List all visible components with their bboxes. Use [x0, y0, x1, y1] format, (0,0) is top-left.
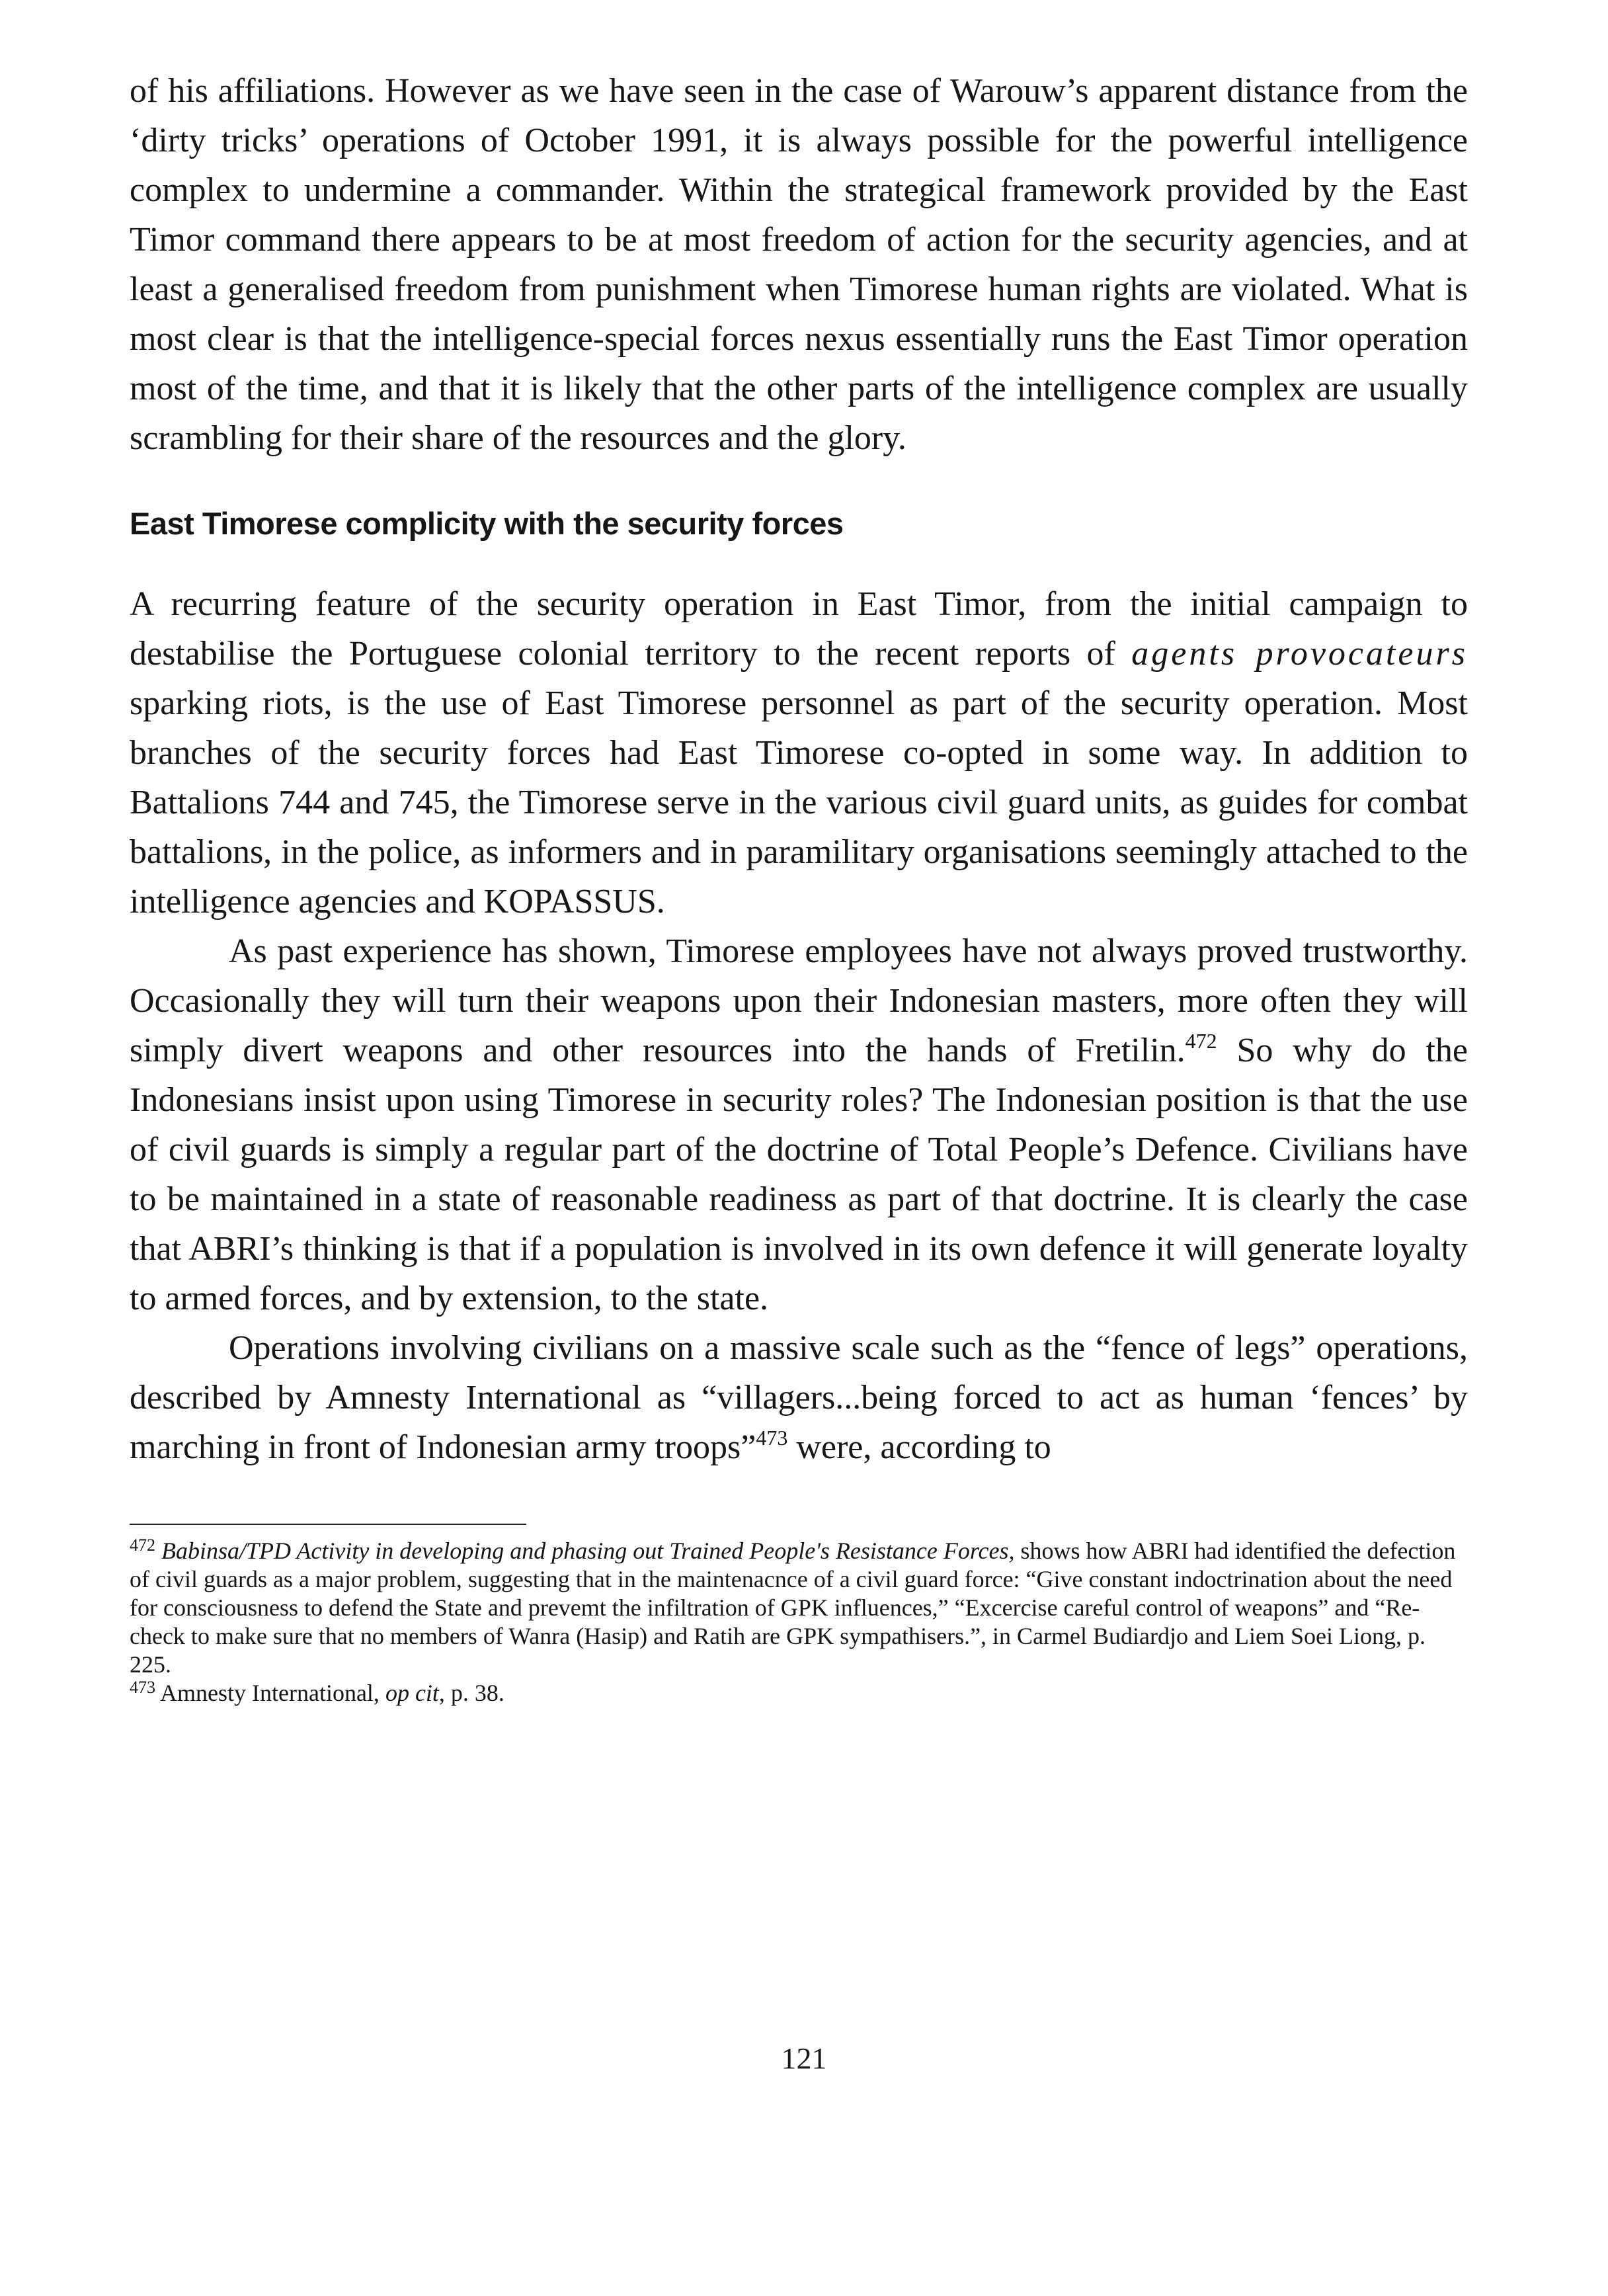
section-heading: East Timorese complicity with the security forces	[130, 506, 844, 541]
paragraph-text: sparking riots, is the use of East Timorese personnel as part of the security operation. Most branches of the security forces had East Timorese co-opted in some way. In addition to Battalions 744 and 745, the Timorese serve in the various civil guard units, as guides for combat battalions, in the police, as informers and in paramilitary organisations seemingly attached to the intelligence agencies and KOPASSUS.	[130, 684, 1468, 921]
paragraph-intelligence-complex: of his affiliations. However as we have seen in the case of Warouw’s apparent distance from the ‘dirty tricks’ operations of October 1991, it is always possible for the powerful intelligence complex to undermine a commander. Within the strategical framework provided by the East Timor command there appears to be at most freedom of action for the security agencies, and at least a generalised freedom from punishment when Timorese human rights are violated. What is most clear is that the intelligence-special forces nexus essentially runs the East Timor operation most of the time, and that it is likely that the other parts of the intelligence complex are usually scrambling for their share of the resources and the glory.	[130, 72, 1468, 457]
footnote-text: , p. 38.	[438, 1680, 504, 1706]
footnote-source-title: Babinsa/TPD Activity in developing and phasing out Trained People's Resistance Forces,	[161, 1538, 1015, 1564]
footnote-ref-473[interactable]: 473	[756, 1426, 788, 1450]
paragraph-text: Operations involving civilians on a massive scale such as the “fence of legs” operations, described by Amnesty International as “villagers...being forced to act as human ‘fences’ by marching in front of Indonesian army troops”	[130, 1329, 1468, 1466]
paragraph-text: So why do the Indonesians insist upon using Timorese in security roles? The Indonesian position is that the use of civil guards is simply a regular part of the doctrine of Total People’s Defence. Civilians have to be maintained in a state of reasonable readiness as part of that doctrine. It is clearly the case that ABRI’s thinking is that if a population is involved in its own defence it will generate loyalty to armed forces, and by extension, to the state.	[130, 1032, 1468, 1317]
footnote-ref-472[interactable]: 472	[1185, 1029, 1217, 1053]
paragraph-text: were, according to	[787, 1428, 1051, 1466]
paragraph-recurring-feature	[130, 579, 1468, 926]
footnote-divider	[130, 1524, 526, 1525]
paragraph-text: As past experience has shown, Timorese employees have not always proved trustworthy. Occasionally they will turn their weapons upon their Indonesian masters, more often they will simply divert weapons and other resources into the hands of Fretilin.	[130, 932, 1468, 1069]
footnote-op-cit: op cit	[385, 1680, 439, 1706]
emphasis-agents-provocateurs: agents provocateurs	[1131, 635, 1468, 673]
paragraph-operations-civilians	[130, 1323, 1468, 1472]
paragraph-text: A recurring feature of the security operation in East Timor, from the initial campaign to destabilise the Portuguese colonial territory to the recent reports of	[130, 585, 1468, 673]
footnote-473	[130, 1679, 1468, 1707]
footnote-text: Amnesty International,	[155, 1680, 385, 1706]
page-number: 121	[781, 2041, 827, 2075]
footnote-number: 472	[130, 1536, 155, 1555]
footnote-number: 473	[130, 1678, 155, 1697]
footnote-text: shows how ABRI had identified the defection of civil guards as a major problem, suggesting that in the maintenacnce of a civil guard force: “Give constant indoctrination about the need for consciousness to defend the State and prevemt the infiltration of GPK influences,” “Excercise careful control of weapons” and “Re-check to make sure that no members of Wanra (Hasip) and Ratih are GPK sympathisers.”, in Carmel Budiardjo and Liem Soei Liong, p. 225.	[130, 1538, 1456, 1678]
footnote-472	[130, 1537, 1468, 1679]
paragraph-past-experience	[130, 926, 1468, 1323]
document-page	[130, 66, 1468, 1707]
